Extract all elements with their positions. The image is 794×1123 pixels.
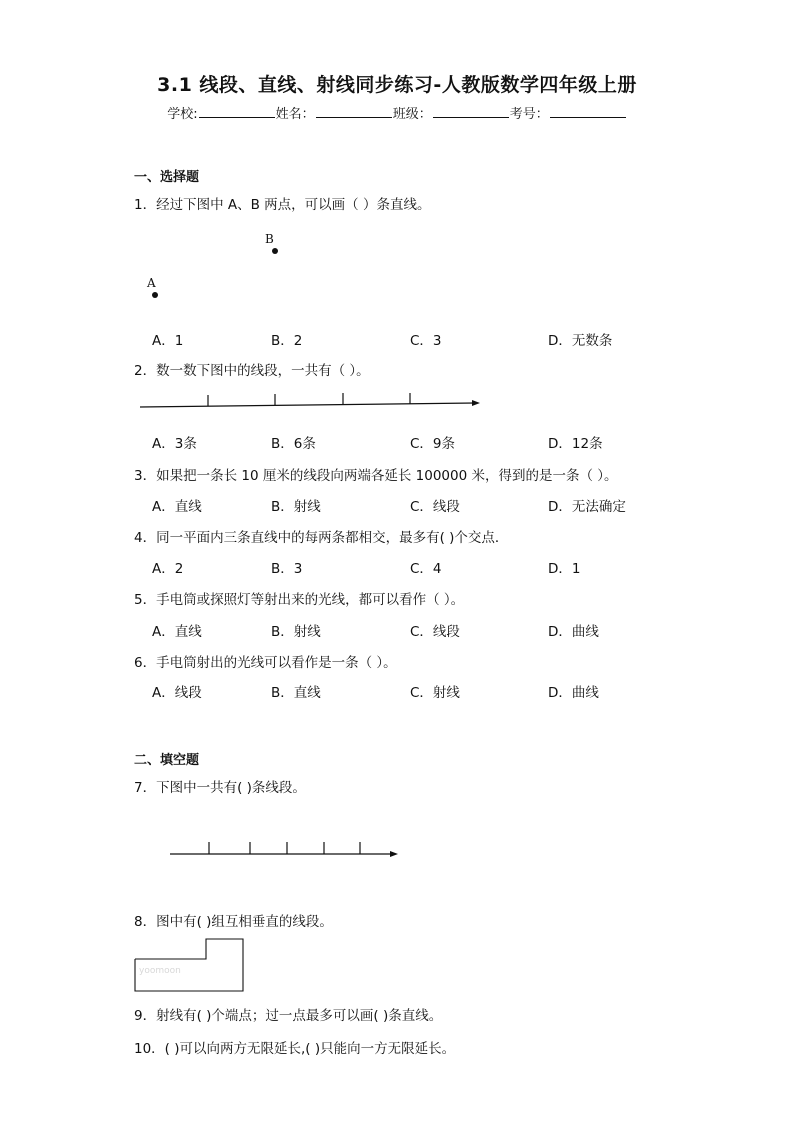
q1-option-a[interactable]: A．1 <box>152 333 184 349</box>
point-b-label: B <box>265 232 274 246</box>
q2-ray-line <box>140 403 475 407</box>
q6-option-b[interactable]: B．直线 <box>271 685 321 701</box>
q6-option-a[interactable]: A．线段 <box>152 685 202 701</box>
question-6: 6．手电筒射出的光线可以看作是一条（ ）。 <box>134 655 397 671</box>
question-1: 1．经过下图中 A、B 两点，可以画（ ）条直线。 <box>134 197 431 213</box>
name-blank[interactable] <box>316 105 392 118</box>
q8-shape-figure <box>133 937 248 995</box>
q6-option-c[interactable]: C．射线 <box>410 685 460 701</box>
class-blank[interactable] <box>433 105 509 118</box>
section-heading-fill-blank: 二、填空题 <box>134 753 200 768</box>
q3-option-a[interactable]: A．直线 <box>152 499 202 515</box>
q1-option-b[interactable]: B．2 <box>271 333 303 349</box>
q5-option-c[interactable]: C．线段 <box>410 624 460 640</box>
q2-option-a[interactable]: A．3条 <box>152 436 197 452</box>
question-5: 5．手电筒或探照灯等射出来的光线，都可以看作（ ）。 <box>134 592 465 608</box>
q7-ray-arrow <box>390 851 398 857</box>
q3-option-b[interactable]: B．射线 <box>271 499 321 515</box>
school-label: 学校: <box>167 107 198 122</box>
student-info-row <box>0 103 794 122</box>
section-heading-choice: 一、选择题 <box>134 170 200 185</box>
question-9: 9．射线有( )个端点；过一点最多可以画( )条直线。 <box>134 1008 443 1024</box>
q3-option-c[interactable]: C．线段 <box>410 499 460 515</box>
q5-option-b[interactable]: B．射线 <box>271 624 321 640</box>
q2-option-d[interactable]: D．12条 <box>548 436 603 452</box>
question-3: 3．如果把一条长 10 厘米的线段向两端各延长 100000 米，得到的是一条（ ）。 <box>134 468 618 484</box>
q5-option-a[interactable]: A．直线 <box>152 624 202 640</box>
q2-option-c[interactable]: C．9条 <box>410 436 456 452</box>
q1-option-c[interactable]: C．3 <box>410 333 442 349</box>
q1-option-d[interactable]: D．无数条 <box>548 333 613 349</box>
q2-ray-arrow <box>472 400 480 406</box>
point-a-dot <box>152 292 158 298</box>
q6-option-d[interactable]: D．曲线 <box>548 685 599 701</box>
exam-number-blank[interactable] <box>550 105 626 118</box>
name-label: 姓名： <box>275 107 315 122</box>
class-label: 班级： <box>392 107 432 122</box>
school-blank[interactable] <box>199 105 275 118</box>
q3-option-d[interactable]: D．无法确定 <box>548 499 626 515</box>
question-10: 10．( )可以向两方无限延长,( )只能向一方无限延长。 <box>134 1041 456 1057</box>
q4-option-d[interactable]: D．1 <box>548 561 581 577</box>
page-title: 3.1 线段、直线、射线同步练习-人教版数学四年级上册 <box>157 74 637 96</box>
q7-ray-figure <box>165 835 405 865</box>
q4-option-a[interactable]: A．2 <box>152 561 184 577</box>
question-8: 8．图中有( )组互相垂直的线段。 <box>134 914 333 930</box>
exam-number-label: 考号： <box>509 107 549 122</box>
q5-option-d[interactable]: D．曲线 <box>548 624 599 640</box>
point-a-label: A <box>147 276 156 290</box>
question-2: 2．数一数下图中的线段，一共有（ ）。 <box>134 363 370 379</box>
q2-option-b[interactable]: B．6条 <box>271 436 316 452</box>
q4-option-c[interactable]: C．4 <box>410 561 442 577</box>
point-b-dot <box>272 248 278 254</box>
q4-option-b[interactable]: B．3 <box>271 561 303 577</box>
q8-shape-outline <box>135 939 243 991</box>
question-4: 4．同一平面内三条直线中的每两条都相交，最多有( )个交点． <box>134 530 509 546</box>
q1-points-figure <box>130 225 330 315</box>
q8-watermark: yoomoon <box>139 966 181 976</box>
question-7: 7．下图中一共有( )条线段。 <box>134 780 306 796</box>
q2-ray-figure <box>130 388 490 418</box>
